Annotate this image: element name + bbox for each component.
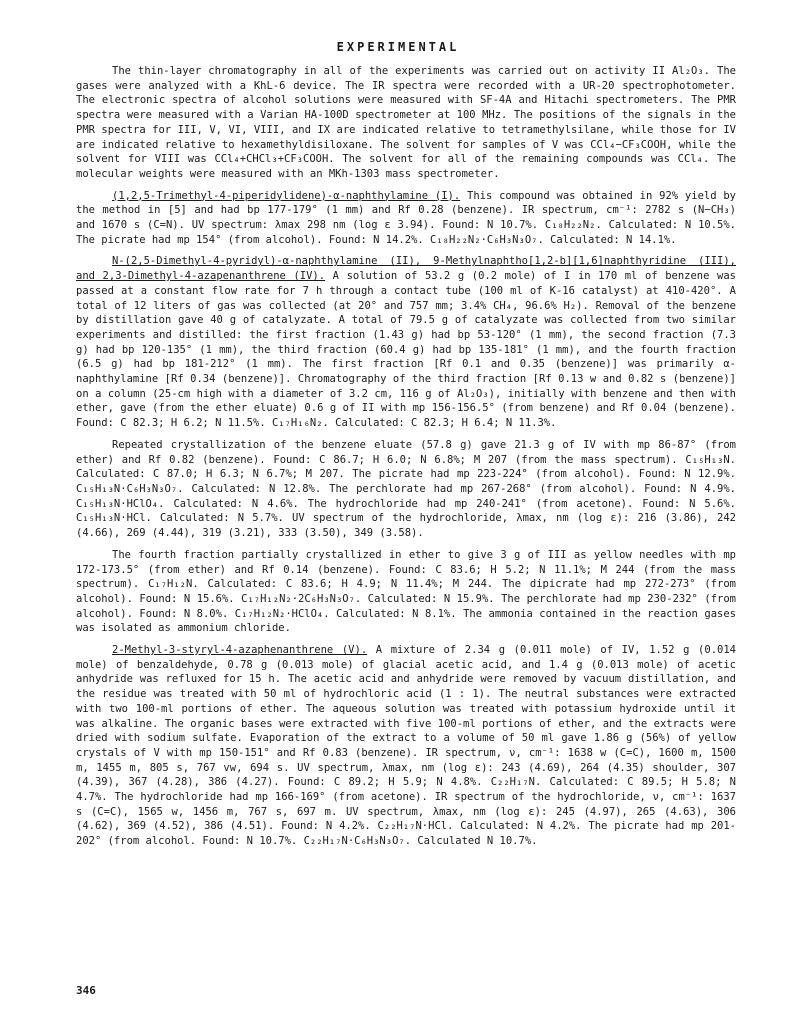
paragraph-compound-iv-crystallization	[76, 438, 736, 541]
page-number: 346	[76, 984, 96, 997]
paragraph-text: The thin-layer chromatography in all of the experiments was carried out on activity II Al₂O₃. The gases were analyzed with a KhL-6 device. The IR spectra were recorded with a UR-20 spectrophotometer. The electronic spectra of alcohol solutions were measured with SF-4A and Hitachi spectrometers. The PMR spectra were measured with a Varian HA-100D spectrometer at 100 MHz. The positions of the signals in the PMR spectra for III, V, VI, VIII, and IX are indicated relative to tetramethylsilane, while those for IV are indicated relative to hexamethyldisiloxane. The solvent for samples of V was CCl₄−CF₃COOH, while the solvent for VIII was CCl₄+CHCl₃+CF₃COOH. The solvent for all of the remaining compounds was CCl₄. The molecular weights were measured with an MKh-1303 mass spectrometer.	[76, 65, 736, 180]
compound-title: 2-Methyl-3-styryl-4-azaphenanthrene (V).	[112, 644, 368, 657]
paragraph-general	[76, 64, 736, 182]
compound-title: N-(2,5-Dimethyl-4-pyridyl)-α-naphthylamine (II), 9-Methylnaphtho[1,2-b][1,6]naphthyridine (III), and 2,3-Dimethyl-4-azapenanthrene (IV).	[76, 255, 736, 283]
paragraph-text: This compound was obtained in 92% yield by the method in [5] and had bp 177-179° (1 mm) and Rf 0.28 (benzene). IR spectrum, cm⁻¹: 2782 s (N−CH₃) and 1670 s (C=N). UV spectrum: λmax 298 nm (log ε 3.94). Found: N 10.7%. C₁₈H₂₂N₂. Calculated: N 10.5%. The picrate had mp 154° (from alcohol). Found: N 14.2%. C₁₈H₂₂N₂·C₆H₃N₃O₇. Calculated: N 14.1%.	[76, 189, 736, 246]
section-heading: EXPERIMENTAL	[336, 40, 460, 54]
body-text	[76, 64, 736, 856]
paragraph-text: Repeated crystallization of the benzene eluate (57.8 g) gave 21.3 g of IV with mp 86-87° (from ether) and Rf 0.82 (benzene). Found: C 86.7; H 6.0; N 6.8%; M 207 (from the mass spectrum). C₁₅H₁₃N. Calculated: C 87.0; H 6.3; N 6.7%; M 207. The picrate had mp 223-224° (from alcohol). Found: N 12.9%. C₁₅H₁₃N·C₆H₃N₃O₇. Calculated: N 12.8%. The perchlorate had mp 267-268° (from alcohol). Found: N 4.9%. C₁₅H₁₃N·HClO₄. Calculated: N 4.6%. The hydrochloride had mp 240-241° (from acetone). Found: N 5.6%. C₁₅H₁₃N·HCl. Calculated: N 5.7%. UV spectrum of the hydrochloride, λmax, nm (log ε): 216 (3.86), 242 (4.66), 269 (4.44), 319 (3.21), 333 (3.50), 349 (3.58).	[76, 438, 736, 540]
paragraph-compounds-ii-iii-iv	[76, 254, 736, 430]
paragraph-text: A mixture of 2.34 g (0.011 mole) of IV, 1.52 g (0.014 mole) of benzaldehyde, 0.78 g (0.013 mole) of glacial acetic acid, and 1.4 g (0.013 mole) of acetic anhydride was refluxed for 15 h. The acetic acid and anhydride were removed by vacuum distillation, and the residue was treated with 50 ml of hydrochloric acid (1 : 1). The neutral substances were extracted with two 100-ml portions of ether. The aqueous solution was treated with potassium hydroxide until it was alkaline. The organic bases were extracted with five 100-ml portions of ether, and the extracts were dried with sodium sulfate. Evaporation of the extract to a volume of 50 ml gave 1.86 g (56%) of yellow crystals of V with mp 150-151° and Rf 0.83 (benzene). IR spectrum, ν, cm⁻¹: 1638 w (C=C), 1600 m, 1500 m, 1455 m, 805 s, 767 vw, 694 s. UV spectrum, λmax, nm (log ε): 243 (4.69), 264 (4.35) shoulder, 307 (4.39), 367 (4.28), 386 (4.27). Found: C 89.2; H 5.9; N 4.8%. C₂₂H₁₇N. Calculated: C 89.5; H 5.8; N 4.7%. The hydrochloride had mp 166-169° (from acetone). IR spectrum of the hydrochloride, ν, cm⁻¹: 1637 s (C=C), 1565 w, 1456 m, 767 s, 697 m. UV spectrum, λmax, nm (log ε): 245 (4.97), 265 (4.63), 306 (4.62), 369 (4.52), 386 (4.51). Found: N 4.2%. C₂₂H₁₇N·HCl. Calculated: N 4.2%. The picrate had mp 201-202° (from alcohol. Found: N 10.7%. C₂₂H₁₇N·C₆H₃N₃O₇. Calculated N 10.7%.	[76, 644, 736, 848]
paragraph-compound-i	[76, 189, 736, 248]
paragraph-text: The fourth fraction partially crystallized in ether to give 3 g of III as yellow needles with mp 172-173.5° (from ether) and Rf 0.14 (benzene). Found: C 83.6; H 5.2; N 11.1%; M 244 (from the mass spectrum). C₁₇H₁₂N. Calculated: C 83.6; H 4.9; N 11.4%; M 244. The dipicrate had mp 272-273° (from alcohol). Found: N 15.6%. C₁₇H₁₂N₂·2C₆H₃N₃O₇. Calculated: N 15.9%. The perchlorate had mp 230-232° (from alcohol). Found: N 8.0%. C₁₇H₁₂N₂·HClO₄. Calculated: N 8.1%. The ammonia contained in the reaction gases was isolated as ammonium chloride.	[76, 548, 736, 635]
paragraph-compound-iii-fourth-fraction	[76, 548, 736, 636]
paragraph-compound-v	[76, 643, 736, 849]
compound-title: (1,2,5-Trimethyl-4-piperidylidene)-α-naphthylamine (I).	[112, 189, 461, 202]
paragraph-text: A solution of 53.2 g (0.2 mole) of I in 170 ml of benzene was passed at a constant flow rate for 7 h through a contact tube (100 ml of K-16 catalyst) at 410-420°. A total of 12 liters of gas was collected (at 20° and 757 mm; 3.4% CH₄, 96.6% H₂). Removal of the benzene by distillation gave 40 g of catalyzate. A total of 79.5 g of catalyzate was collected from two similar experiments and distilled: the first fraction (1.43 g) had bp 53-120° (1 mm), the second fraction (7.3 g) had bp 120-135° (1 mm), the third fraction (60.4 g) had bp 135-181° (1 mm), and the fourth fraction (6.5 g) had bp 181-212° (1 mm). The first fraction [Rf 0.1 and 0.35 (benzene)] was primarily α-naphthylamine [Rf 0.34 (benzene)]. Chromatography of the third fraction [Rf 0.13 w and 0.82 s (benzene)] on a column (25-cm high with a diameter of 3.2 cm, 116 g of Al₂O₃), initially with benzene and then with ether, gave (from the ether eluate) 0.6 g of II with mp 156-156.5° (from benzene) and Rf 0.04 (benzene). Found: C 82.3; H 6.2; N 11.5%. C₁₇H₁₆N₂. Calculated: C 82.3; H 6.4; N 11.3%.	[76, 270, 736, 430]
